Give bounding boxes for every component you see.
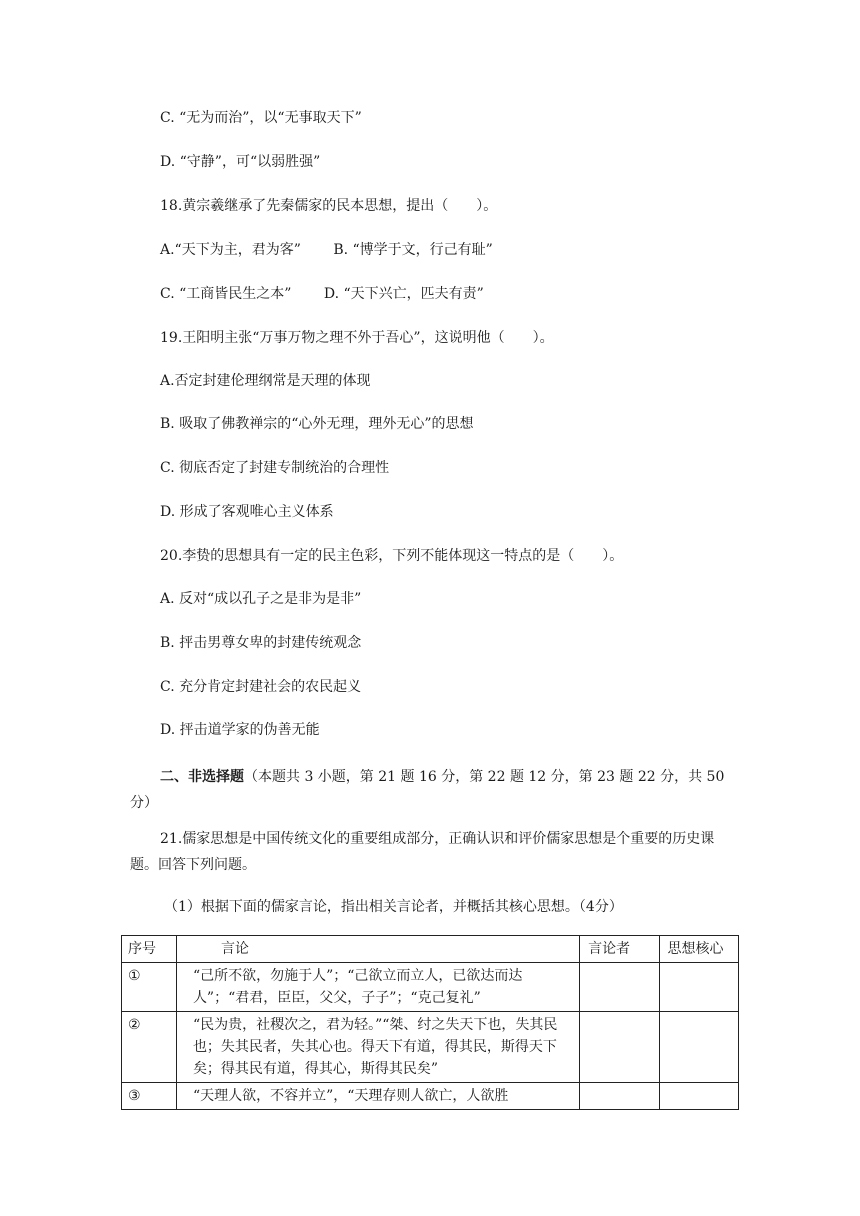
option-b-19: B. 吸取了佛教禅宗的“心外无理，理外无心”的思想 <box>160 416 474 432</box>
row-number: ② <box>122 1012 177 1083</box>
option-c-17: C. “无为而治”，以“无事取天下” <box>160 110 362 126</box>
row-speaker-cell[interactable] <box>580 963 659 1012</box>
question-20: 20.李贽的思想具有一定的民主色彩，下列不能体现这一特点的是（ ）。 <box>160 548 624 564</box>
question-19: 19.王阳明主张“万事万物之理不外于吾心”，这说明他（ ）。 <box>160 330 554 346</box>
section-2-heading <box>130 764 742 816</box>
header-speaker: 言论者 <box>580 936 659 963</box>
option-d-19: D. 形成了客观唯心主义体系 <box>160 504 334 520</box>
row-statement: “民为贵，社稷次之，君为轻。”“桀、纣之失天下也，失其民也；失其民者，失其心也。得天下有道，得其民，斯得天下矣；得其民有道，得其心，斯得其民矣” <box>176 1012 579 1083</box>
option-d-20: D. 抨击道学家的伪善无能 <box>160 722 320 738</box>
header-statement: 言论 <box>176 936 579 963</box>
row-number: ③ <box>122 1083 177 1110</box>
table-row <box>122 1012 739 1083</box>
table-header-row <box>122 936 739 963</box>
row-statement: “天理人欲，不容并立”，“天理存则人欲亡，人欲胜 <box>176 1083 579 1110</box>
option-c-20: C. 充分肯定封建社会的农民起义 <box>160 679 362 695</box>
section-2-title: 二、非选择题 <box>160 769 244 785</box>
answer-table <box>121 935 739 1110</box>
row-speaker-cell[interactable] <box>580 1083 659 1110</box>
header-number: 序号 <box>122 936 177 963</box>
table-row <box>122 963 739 1012</box>
row-number: ① <box>122 963 177 1012</box>
section-2-detail: （本题共 3 小题，第 21 题 16 分，第 22 题 12 分，第 23 题 22 分，共 50 分） <box>130 769 725 811</box>
table-row <box>122 1083 739 1110</box>
option-c-19: C. 彻底否定了封建专制统治的合理性 <box>160 460 390 476</box>
option-a-19: A.否定封建伦理纲常是天理的体现 <box>160 373 371 389</box>
row-core-idea-cell[interactable] <box>659 1083 738 1110</box>
question-21-sub1: （1）根据下面的儒家言论，指出相关言论者，并概括其核心思想。（4分） <box>164 899 623 915</box>
question-18: 18.黄宗羲继承了先秦儒家的民本思想，提出（ ）。 <box>160 198 498 214</box>
options-cd-18: C. “工商皆民生之本” D. “天下兴亡，匹夫有责” <box>160 286 484 302</box>
row-core-idea-cell[interactable] <box>659 963 738 1012</box>
question-21-intro: 21.儒家思想是中国传统文化的重要组成部分，正确认识和评价儒家思想是个重要的历史课题。回答下列问题。 <box>130 831 715 873</box>
options-ab-18: A.“天下为主，君为客” B. “博学于文，行己有耻” <box>160 242 493 258</box>
option-b-20: B. 抨击男尊女卑的封建传统观念 <box>160 635 362 651</box>
row-statement: “己所不欲，勿施于人”；“己欲立而立人，已欲达而达人”；“君君，臣臣，父父，子子”；“克己复礼” <box>176 963 579 1012</box>
header-core-idea: 思想核心 <box>659 936 738 963</box>
row-core-idea-cell[interactable] <box>659 1012 738 1083</box>
option-d-17: D. “守静”，可“以弱胜强” <box>160 154 321 170</box>
row-speaker-cell[interactable] <box>580 1012 659 1083</box>
option-a-20: A. 反对“成以孔子之是非为是非” <box>160 591 362 607</box>
